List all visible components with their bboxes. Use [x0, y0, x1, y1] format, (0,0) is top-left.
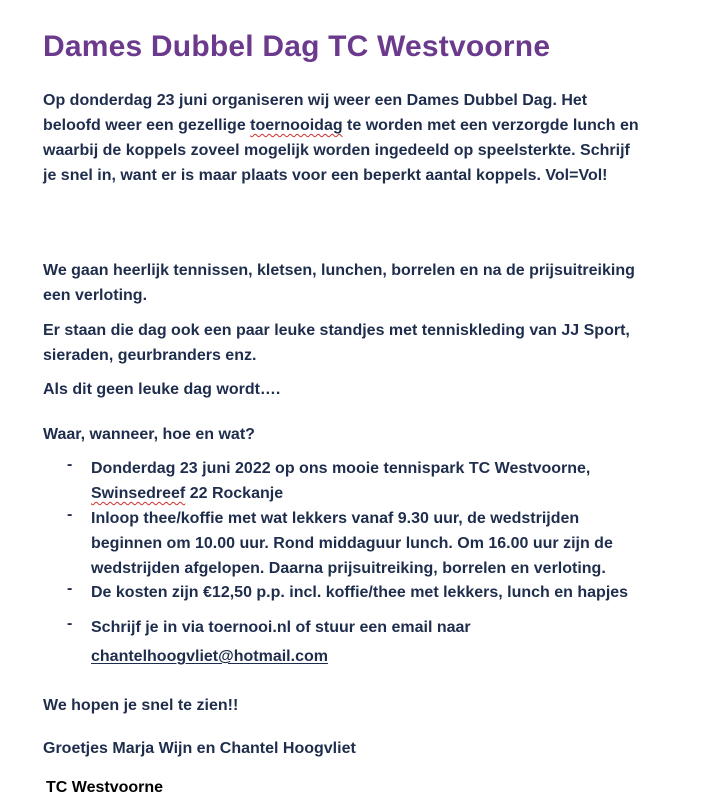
spellcheck-word: Swinsedreef [91, 485, 186, 502]
list-dash: - [67, 506, 73, 523]
list-item-location [91, 456, 681, 506]
list-item-signup: Schrijf je in via toernooi.nl of stuur een email naar [91, 619, 471, 636]
email-link[interactable]: chantelhoogvliet@hotmail.com [91, 648, 328, 665]
stands-paragraph: Er staan die dag ook een paar leuke standjes met tenniskleding van JJ Sport, sieraden, geurbranders enz. [43, 322, 630, 364]
footer-organization: TC Westvoorne [46, 779, 164, 796]
signature-text: Groetjes Marja Wijn en Chantel Hoogvliet [43, 740, 356, 757]
closing-text: We hopen je snel te zien!! [43, 697, 239, 714]
list-dash: - [67, 456, 73, 473]
spellcheck-word: toernooidag [250, 117, 343, 134]
list-dash: - [67, 580, 73, 597]
list-item-schedule: Inloop thee/koffie met wat lekkers vanaf 9.30 uur, de wedstrijden beginnen om 10.00 uur. Rond middaguur lunch. Om 16.00 uur zijn de wedstrijden afgelopen. Daarna prijsuitreiking, borrelen en verloting. [91, 510, 613, 577]
intro-text-part1: Op donderdag 23 juni organiseren wij weer een Dames Dubbel Dag. Het beloofd weer een gezellige [43, 92, 588, 134]
location-line2-rest: 22 Rockanje [185, 485, 284, 502]
location-line1: Donderdag 23 juni 2022 op ons mooie tennispark TC Westvoorne, [91, 460, 591, 477]
activities-paragraph: We gaan heerlijk tennissen, kletsen, lunchen, borrelen en na de prijsuitreiking een verloting. [43, 262, 635, 304]
section-heading: Waar, wanneer, hoe en wat? [43, 426, 255, 443]
intro-paragraph [43, 88, 643, 188]
fun-day-paragraph: Als dit geen leuke dag wordt…. [43, 381, 281, 398]
page-title: Dames Dubbel Dag TC Westvoorne [43, 30, 551, 63]
intro-text-part2: te worden met een verzorgde lunch en waarbij de koppels zoveel mogelijk worden ingedeeld op speelsterkte. Schrijf je snel in, want er is maar plaats voor een beperkt aantal koppels. Vol=Vol! [43, 117, 639, 184]
list-dash: - [67, 615, 73, 632]
list-item-costs: De kosten zijn €12,50 p.p. incl. koffie/thee met lekkers, lunch en hapjes [91, 584, 629, 601]
